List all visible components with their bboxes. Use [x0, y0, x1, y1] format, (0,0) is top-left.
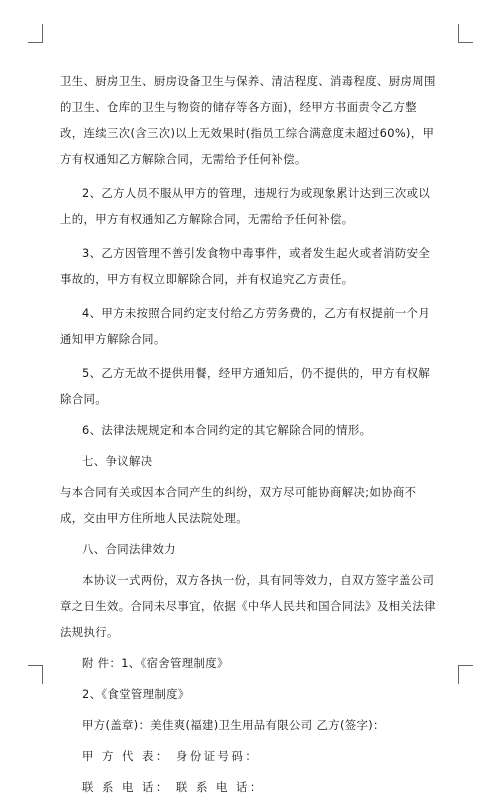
crop-mark-top-right: [458, 24, 473, 43]
section-heading-dispute: 七、争议解决: [82, 454, 153, 468]
attachment-1: 附 件：1、《宿舍管理制度》: [82, 656, 229, 670]
crop-mark-bottom-left: [28, 665, 43, 684]
paragraph-hygiene-clause: 卫生、厨房卫生、厨房设备卫生与保养、清洁程度、消毒程度、厨房周围的卫生、仓库的卫生与物资的储存等各方面)，经甲方书面责令乙方整改，连续三次(含三次)以上无效果时(指员工综合满意度未超过60%)，甲方有权通知乙方解除合同，无需给予任何补偿。: [60, 74, 436, 166]
signature-representative: 甲 方 代 表： 身份证号码：: [82, 749, 260, 763]
paragraph-clause-4: 4、甲方未按照合同约定支付给乙方劳务费的，乙方有权提前一个月通知甲方解除合同。: [60, 306, 431, 346]
crop-mark-bottom-right: [458, 665, 473, 684]
paragraph-dispute: 与本合同有关或因本合同产生的纠纷，双方尽可能协商解决;如协商不成，交由甲方住所地人民法院处理。: [60, 485, 417, 525]
paragraph-clause-6: 6、法律法规规定和本合同约定的其它解除合同的情形。: [82, 423, 372, 437]
crop-mark-top-left: [28, 24, 43, 43]
paragraph-clause-5: 5、乙方无故不提供用餐，经甲方通知后，仍不提供的，甲方有权解除合同。: [60, 366, 431, 406]
document-body: [60, 68, 438, 800]
signature-phone: 联 系 电 话： 联 系 电 话：: [82, 780, 264, 794]
paragraph-legal-effect: 本协议一式两份，双方各执一份，具有同等效力，自双方签字盖公司章之日生效。合同未尽事宜，依据《中华人民共和国合同法》及相关法律法规执行。: [60, 573, 436, 639]
signature-parties: 甲方(盖章)：美佳爽(福建)卫生用品有限公司 乙方(签字)：: [82, 718, 385, 732]
section-heading-legal-effect: 八、合同法律效力: [82, 542, 176, 556]
paragraph-clause-2: 2、乙方人员不服从甲方的管理，违规行为或现象累计达到三次或以上的，甲方有权通知乙方解除合同，无需给予任何补偿。: [60, 186, 431, 226]
paragraph-clause-3: 3、乙方因管理不善引发食物中毒事件，或者发生起火或者消防安全事故的，甲方有权立即解除合同，并有权追究乙方责任。: [60, 246, 431, 286]
attachment-2: 2、《食堂管理制度》: [82, 687, 190, 701]
